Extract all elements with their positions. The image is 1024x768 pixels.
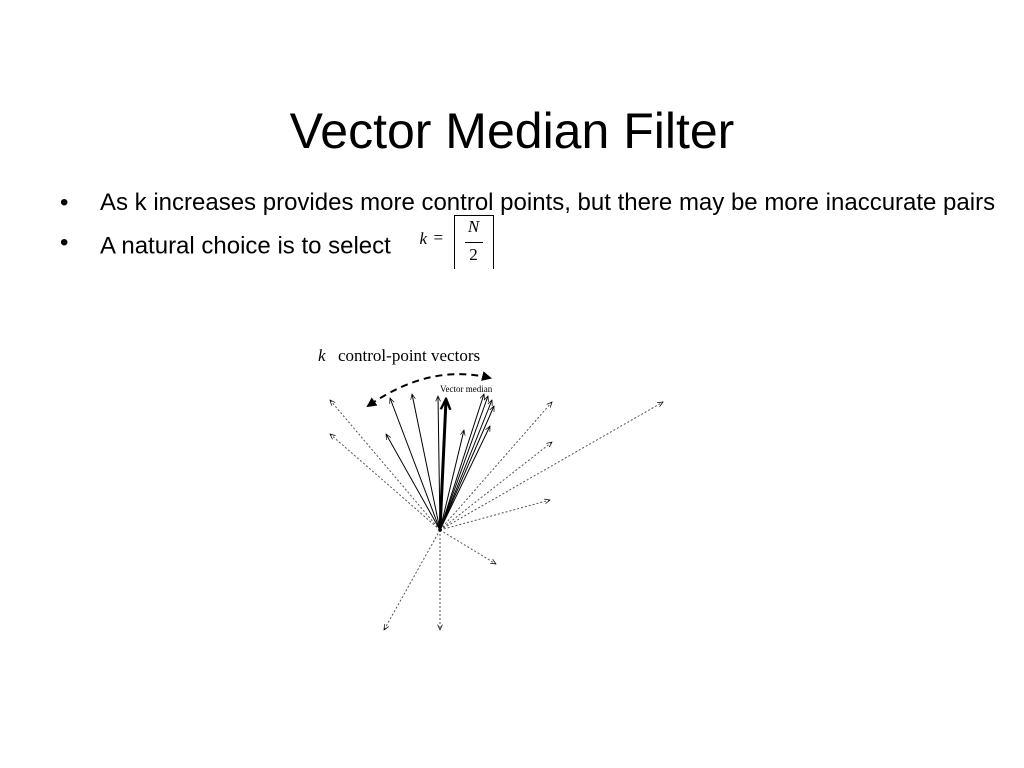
- ceiling-formula: [416, 215, 508, 269]
- dotted-vector: [384, 530, 440, 630]
- solid-vector: [412, 394, 440, 530]
- vector-median-diagram: [300, 338, 680, 648]
- solid-vector: [440, 400, 492, 530]
- fraction-bar: [465, 242, 483, 243]
- bullet-glyph: •: [60, 229, 69, 256]
- dotted-vector: [440, 442, 552, 530]
- formula-denominator: 2: [469, 245, 478, 264]
- bullet-list: [0, 185, 1000, 269]
- dotted-vector: [440, 530, 496, 564]
- label-vector-median: Vector median: [440, 384, 493, 394]
- formula-variable: k: [419, 229, 428, 248]
- slide-title: Vector Median Filter: [289, 102, 735, 159]
- formula-numerator: N: [467, 217, 480, 236]
- formula-equals: =: [433, 228, 444, 247]
- bullet-text-1: As k increases provides more control points, but there may be more inaccurate pairs: [100, 189, 996, 216]
- dotted-vectors: [330, 400, 663, 630]
- vector-diagram-svg: [300, 338, 680, 648]
- solid-vector: [440, 396, 488, 530]
- bullet-item-2: [0, 217, 1000, 269]
- dotted-vector: [330, 400, 440, 530]
- solid-vector: [386, 434, 440, 530]
- solid-vector: [390, 398, 440, 530]
- solid-vector: [440, 426, 490, 530]
- dotted-vector: [440, 500, 550, 530]
- bullet-text-2: A natural choice is to select: [100, 232, 391, 260]
- bullet-glyph: •: [60, 189, 69, 216]
- label-k: k: [318, 346, 326, 365]
- label-control-point-vectors: control-point vectors: [338, 346, 481, 365]
- origin-point: [438, 528, 442, 532]
- dotted-vector: [440, 402, 552, 530]
- dotted-vector: [440, 402, 663, 530]
- solid-vector: [440, 406, 494, 530]
